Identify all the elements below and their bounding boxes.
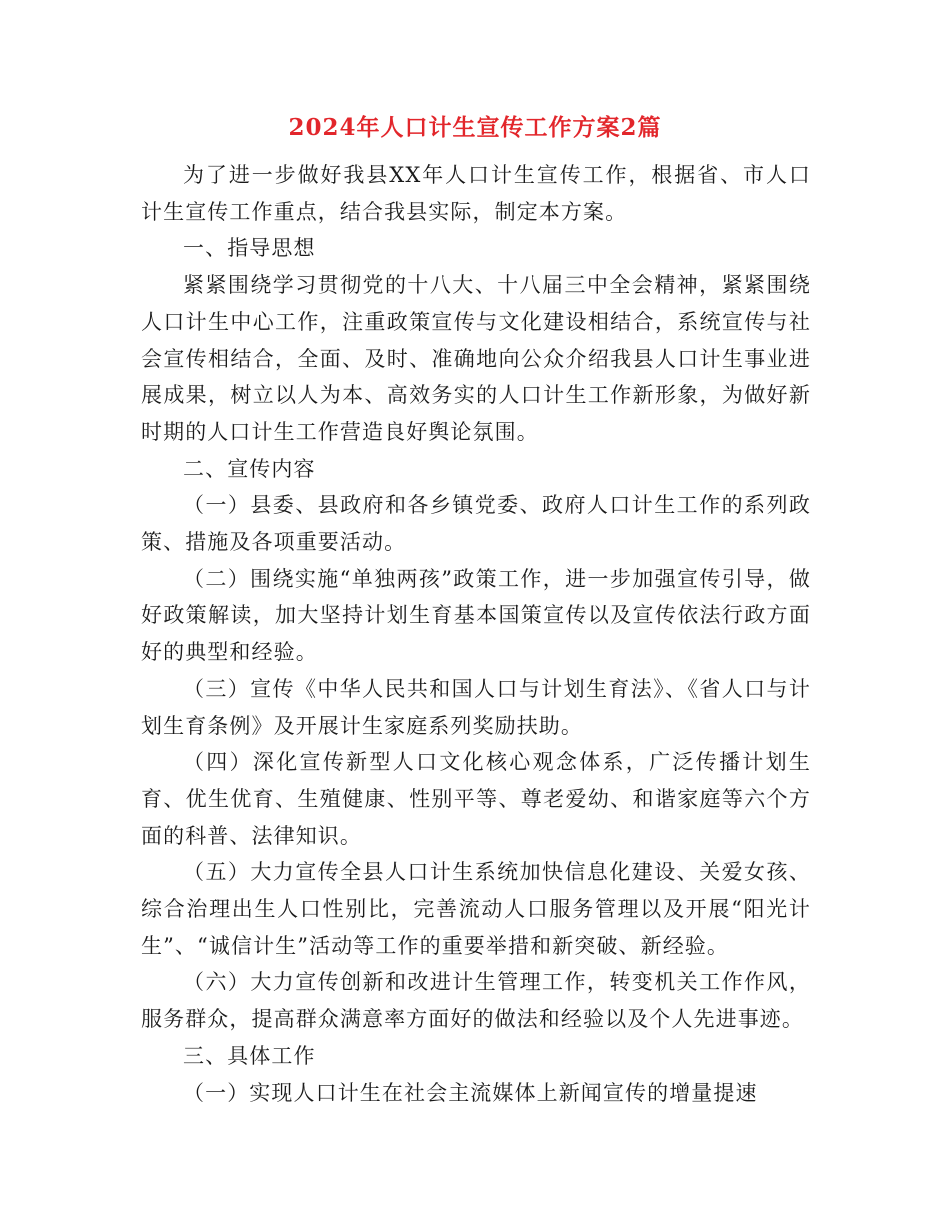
list-item: （一）实现人口计生在社会主流媒体上新闻宣传的增量提速 (183, 1080, 758, 1105)
document-title: 2024年人口计生宣传工作方案2篇 (288, 114, 662, 141)
list-item: （二）围绕实施“单独两孩”政策工作，进一步加强宣传引导，做好政策解读，加大坚持计划生育基本国策宣传以及宣传依法行政方面好的典型和经验。 (141, 566, 811, 665)
section-heading: 三、具体工作 (183, 1043, 316, 1068)
list-item: （五）大力宣传全县人口计生系统加快信息化建设、关爱女孩、综合治理出生人口性别比，完善流动人口服务管理以及开展“阳光计生”、“诚信计生”活动等工作的重要举措和新突破、新经验。 (141, 860, 811, 958)
list-item: （六）大力宣传创新和改进计生管理工作，转变机关工作作风，服务群众，提高群众满意率方面好的做法和经验以及个人先进事迹。 (141, 970, 811, 1032)
list-item: （一）县委、县政府和各乡镇党委、政府人口计生工作的系列政策、措施及各项重要活动。 (141, 493, 811, 555)
section-heading: 一、指导思想 (183, 236, 316, 261)
document-body (141, 157, 811, 1111)
intro-paragraph: 为了进一步做好我县XX年人口计生宣传工作，根据省、市人口计生宣传工作重点，结合我县实际，制定本方案。 (141, 163, 811, 224)
section-heading: 二、宣传内容 (183, 456, 316, 481)
list-item: （四）深化宣传新型人口文化核心观念体系，广泛传播计划生育、优生优育、生殖健康、性别平等、尊老爱幼、和谐家庭等六个方面的科普、法律知识。 (141, 750, 811, 848)
body-paragraph: 紧紧围绕学习贯彻党的十八大、十八届三中全会精神，紧紧围绕人口计生中心工作，注重政策宣传与文化建设相结合，系统宣传与社会宣传相结合，全面、及时、准确地向公众介绍我县人口计生事业进展成果，树立以人为本、高效务实的人口计生工作新形象，为做好新时期的人口计生工作营造良好舆论氛围。 (141, 273, 811, 444)
list-item: （三）宣传《中华人民共和国人口与计划生育法》、《省人口与计划生育条例》及开展计生家庭系列奖励扶助。 (141, 676, 811, 738)
